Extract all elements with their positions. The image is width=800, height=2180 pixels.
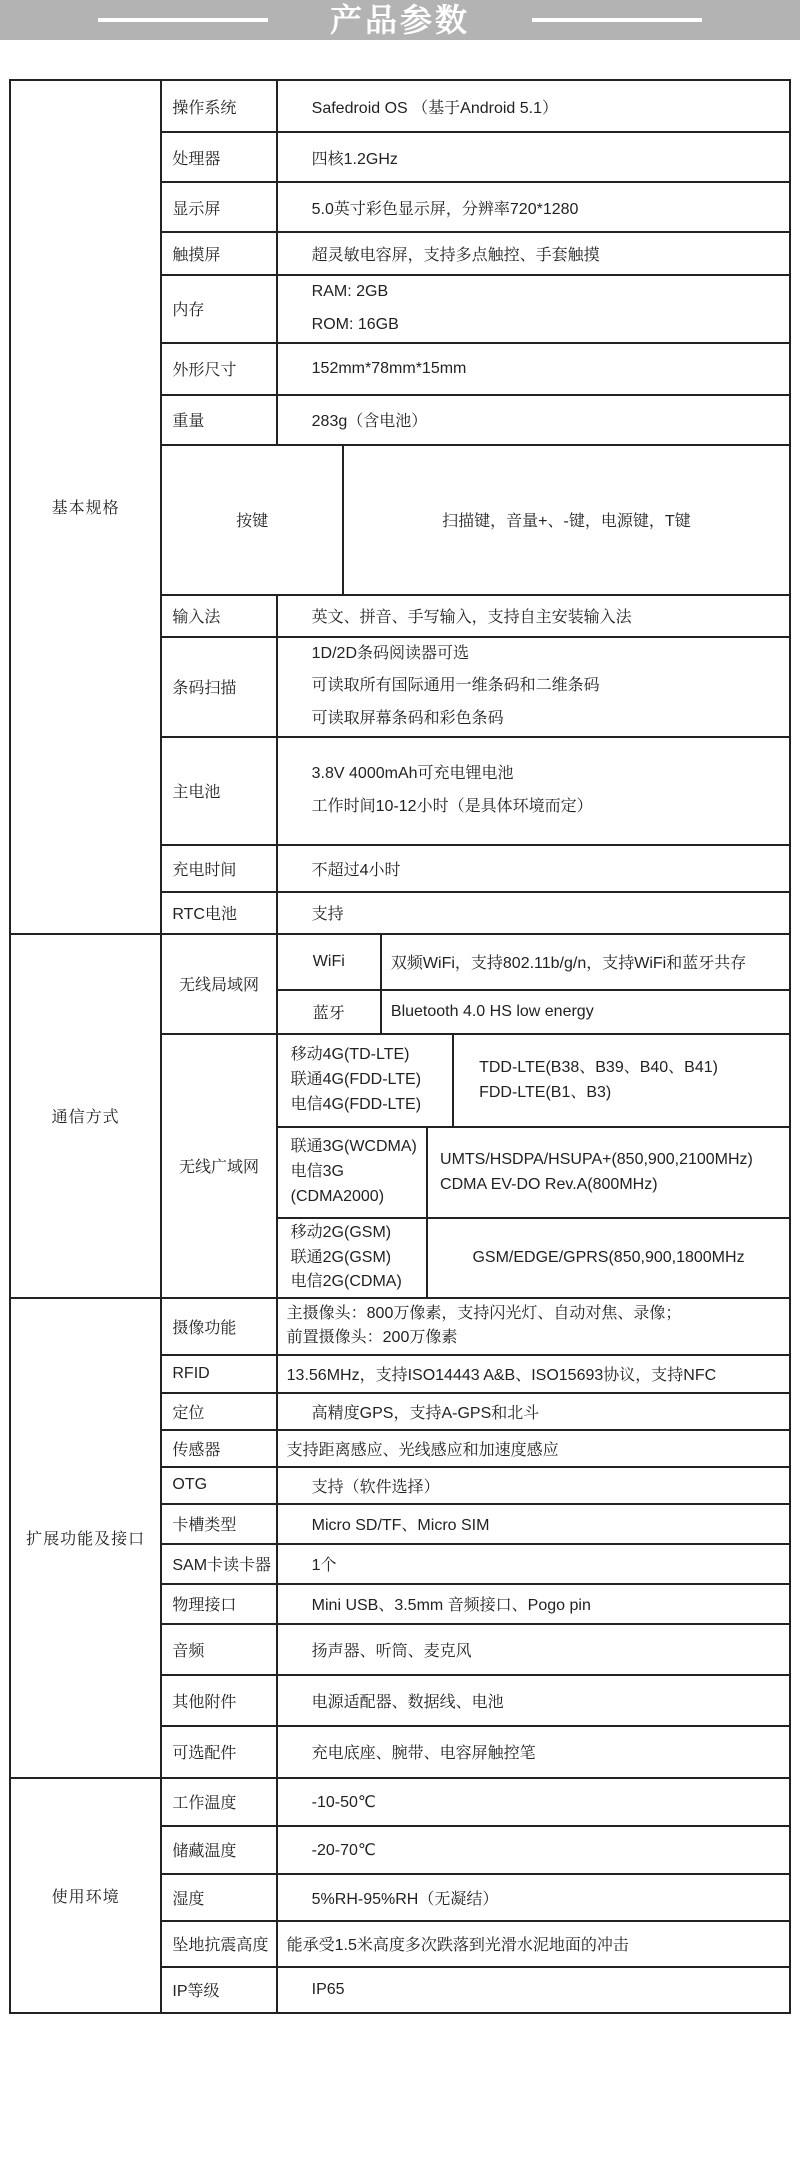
spec-label: 输入法	[161, 595, 276, 637]
spec-label: 按键	[161, 445, 342, 595]
spec-value	[277, 275, 790, 343]
spec-value: 1个	[277, 1544, 790, 1584]
spec-value	[453, 1034, 790, 1127]
spec-value: 双频WiFi，支持802.11b/g/n，支持WiFi和蓝牙共存	[381, 934, 790, 990]
spec-label: 操作系统	[161, 80, 276, 132]
spec-value-line: TDD-LTE(B38、B39、B40、B41)	[479, 1058, 718, 1076]
spec-value: Bluetooth 4.0 HS low energy	[381, 990, 790, 1034]
spec-value: Micro SD/TF、Micro SIM	[277, 1504, 790, 1544]
spec-sublabel-line: 电信3G	[290, 1163, 345, 1181]
spec-value-line: 主摄像头：800万像素，支持闪光灯、自动对焦、录像；	[286, 1305, 682, 1323]
spec-value-line: 3.8V 4000mAh可充电锂电池	[311, 765, 514, 783]
spec-sublabel: 蓝牙	[277, 990, 381, 1034]
spec-label: 条码扫描	[161, 637, 276, 737]
spec-label: 坠地抗震高度	[161, 1921, 276, 1967]
spec-sublabel-line: 电信2G(CDMA)	[290, 1273, 402, 1291]
spec-value-line: ROM: 16GB	[311, 315, 399, 333]
spec-value: 支持（软件选择）	[277, 1467, 790, 1504]
spec-value: 扫描键，音量+、-键，电源键，T键	[343, 445, 790, 595]
spec-value-line: 可读取屏幕条码和彩色条码	[311, 710, 504, 728]
spec-table	[9, 79, 791, 2014]
spec-value-line: 可读取所有国际通用一维条码和二维条码	[311, 677, 600, 695]
spec-sublabel-line: 移动4G(TD-LTE)	[290, 1046, 410, 1064]
spec-value-line: 工作时间10-12小时（是具体环境而定）	[311, 797, 593, 815]
spec-label: 无线广域网	[161, 1034, 276, 1298]
spec-value: 283g（含电池）	[277, 395, 790, 445]
spec-value-line: CDMA EV-DO Rev.A(800MHz)	[440, 1176, 658, 1194]
spec-label: 无线局域网	[161, 934, 276, 1034]
spec-label: 定位	[161, 1393, 276, 1430]
spec-value: 5%RH-95%RH（无凝结）	[277, 1874, 790, 1921]
spec-label: RTC电池	[161, 892, 276, 934]
spec-label: SAM卡读卡器	[161, 1544, 276, 1584]
spec-value: -20-70℃	[277, 1826, 790, 1874]
spec-value-line: FDD-LTE(B1、B3)	[479, 1084, 612, 1102]
spec-sublabel	[277, 1218, 427, 1298]
spec-label: OTG	[161, 1467, 276, 1504]
spec-table-wrapper	[9, 79, 800, 2014]
spec-value-line: RAM: 2GB	[311, 283, 389, 300]
spec-sublabel	[277, 1034, 453, 1127]
spec-value: GSM/EDGE/GPRS(850,900,1800MHz	[427, 1218, 790, 1298]
section-operating-environment: 使用环境	[10, 1778, 161, 2013]
spec-label: 其他附件	[161, 1675, 276, 1726]
section-communication: 通信方式	[10, 934, 161, 1298]
spec-sublabel-line: 联通4G(FDD-LTE)	[290, 1071, 422, 1089]
spec-value: 支持距离感应、光线感应和加速度感应	[277, 1430, 790, 1467]
spec-value: Mini USB、3.5mm 音频接口、Pogo pin	[277, 1584, 790, 1624]
spec-value: 英文、拼音、手写输入，支持自主安装输入法	[277, 595, 790, 637]
spec-sublabel-line: (CDMA2000)	[290, 1187, 385, 1205]
spec-label: 摄像功能	[161, 1298, 276, 1355]
spec-value	[277, 1298, 790, 1355]
spec-label: 处理器	[161, 132, 276, 182]
spec-value: IP65	[277, 1967, 790, 2013]
spec-label: 湿度	[161, 1874, 276, 1921]
page-title: 产品参数	[329, 2, 470, 38]
spec-label: RFID	[161, 1355, 276, 1393]
spec-value: 电源适配器、数据线、电池	[277, 1675, 790, 1726]
spec-label: 音频	[161, 1624, 276, 1675]
spec-value: 高精度GPS，支持A-GPS和北斗	[277, 1393, 790, 1430]
spec-value: Safedroid OS （基于Android 5.1）	[277, 80, 790, 132]
spec-value: 四核1.2GHz	[277, 132, 790, 182]
spec-sublabel: WiFi	[277, 934, 381, 990]
spec-sublabel-line: 联通3G(WCDMA)	[290, 1138, 417, 1156]
spec-label: 触摸屏	[161, 232, 276, 275]
spec-value: -10-50℃	[277, 1778, 790, 1826]
banner-rule-left	[98, 18, 268, 22]
spec-label: 卡槽类型	[161, 1504, 276, 1544]
section-extended-functions: 扩展功能及接口	[10, 1298, 161, 1778]
spec-value-line: UMTS/HSDPA/HSUPA+(850,900,2100MHz)	[440, 1150, 753, 1168]
spec-sublabel	[277, 1127, 427, 1218]
spec-value: 支持	[277, 892, 790, 934]
spec-value-line: 1D/2D条码阅读器可选	[311, 644, 470, 662]
banner-rule-right	[532, 18, 702, 22]
spec-value: 超灵敏电容屏，支持多点触控、手套触摸	[277, 232, 790, 275]
spec-label: 显示屏	[161, 182, 276, 232]
spec-sublabel-line: 移动2G(GSM)	[290, 1223, 392, 1241]
spec-value-line: 前置摄像头：200万像素	[286, 1329, 458, 1347]
spec-sublabel-line: 电信4G(FDD-LTE)	[290, 1095, 422, 1113]
spec-label: 内存	[161, 275, 276, 343]
spec-label: 工作温度	[161, 1778, 276, 1826]
spec-value: 152mm*78mm*15mm	[277, 343, 790, 395]
spec-label: 储藏温度	[161, 1826, 276, 1874]
spec-value: 能承受1.5米高度多次跌落到光滑水泥地面的冲击	[277, 1921, 790, 1967]
spec-label: 可选配件	[161, 1726, 276, 1778]
spec-value: 扬声器、听筒、麦克风	[277, 1624, 790, 1675]
spec-label: 主电池	[161, 737, 276, 845]
spec-sublabel-line: 联通2G(GSM)	[290, 1248, 392, 1266]
spec-label: IP等级	[161, 1967, 276, 2013]
title-banner	[0, 0, 800, 40]
spec-label: 充电时间	[161, 845, 276, 892]
spec-label: 传感器	[161, 1430, 276, 1467]
spec-value	[277, 737, 790, 845]
spec-value	[427, 1127, 790, 1218]
spec-label: 外形尺寸	[161, 343, 276, 395]
section-basic-specs: 基本规格	[10, 80, 161, 934]
spec-label: 重量	[161, 395, 276, 445]
spec-value	[277, 637, 790, 737]
spec-value: 5.0英寸彩色显示屏，分辨率720*1280	[277, 182, 790, 232]
spec-label: 物理接口	[161, 1584, 276, 1624]
spec-value: 不超过4小时	[277, 845, 790, 892]
spec-value: 13.56MHz，支持ISO14443 A&B、ISO15693协议，支持NFC	[277, 1355, 790, 1393]
spec-value: 充电底座、腕带、电容屏触控笔	[277, 1726, 790, 1778]
